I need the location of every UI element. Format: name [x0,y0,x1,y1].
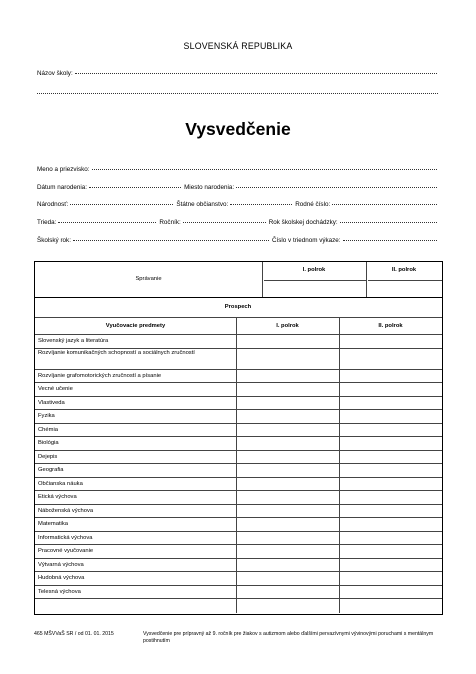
class-label: Trieda: [37,219,57,226]
second-half-grade-cell[interactable] [340,599,441,613]
subject-row [35,478,442,492]
attendance-year-label: Rok školskej dochádzky: [268,219,338,226]
birth-place-label: Miesto narodenia: [184,184,235,191]
second-half-grade-cell[interactable] [340,532,441,546]
school-name-line-2[interactable] [37,93,438,94]
conduct-row [35,262,442,298]
birth-date-line[interactable] [89,187,181,188]
school-name-label: Názov školy: [37,70,73,77]
subject-name: Biológia [38,440,59,446]
birth-row [37,184,440,191]
second-half-grade-cell[interactable] [340,478,441,492]
subject-name: Slovenský jazyk a literatúra [38,338,109,344]
subject-name: Geografia [38,467,64,473]
year-label: Ročník: [159,219,181,226]
subject-name: Informatická výchova [38,534,93,541]
second-half-grade-cell[interactable] [340,505,441,519]
achievement-row [35,298,442,318]
first-half-grade-cell[interactable] [237,383,338,397]
second-half-grade-cell[interactable] [340,335,441,349]
subject-row [35,397,442,411]
subjects-header: Vyučovacie predmety [105,323,166,329]
subject-name: Dejepis [38,453,58,460]
first-half-grade-cell[interactable] [237,410,338,424]
document-title: Vysvedčenie [185,119,291,139]
subject-row [35,599,442,613]
subject-name: Fyzika [38,413,55,419]
name-field[interactable] [37,166,440,173]
first-half-grade-cell[interactable] [237,349,338,370]
second-half-grade-cell[interactable] [340,410,441,424]
year-line[interactable] [183,222,266,223]
second-half-grade-cell[interactable] [340,572,441,586]
first-half-grade-cell[interactable] [237,599,338,613]
conduct-label: Správanie [135,276,162,282]
achievement-label: Prospech [224,304,252,310]
subject-name: Matematika [38,521,68,527]
subject-row [35,532,442,546]
subject-row [35,545,442,559]
first-half-grade-cell[interactable] [237,505,338,519]
first-half-grade-cell[interactable] [237,545,338,559]
second-half-grade-cell[interactable] [340,349,441,370]
first-half-grade-cell[interactable] [237,397,338,411]
first-half-grade-cell[interactable] [237,532,338,546]
first-half-grade-cell[interactable] [237,451,338,465]
subject-name: Rozvíjanie grafomotorických zručností a písanie [38,372,162,379]
subject-row [35,335,442,349]
subject-row [35,370,442,384]
subject-name: Chémia [38,426,58,433]
conduct-second-half-grade[interactable] [368,281,441,297]
subject-name: Rozvíjanie komunikačných schopností a sociálnych zručností [38,349,195,356]
subject-row [35,572,442,586]
subject-row [35,586,442,600]
subjects-first-half-header: I. polrok [276,323,299,329]
school-year-row [37,237,440,244]
subject-row [35,451,442,465]
country-heading: SLOVENSKÁ REPUBLIKA [183,41,293,51]
register-number-label: Číslo v triednom výkaze: [271,237,341,244]
school-year-line[interactable] [73,240,269,241]
birth-number-label: Rodné číslo: [295,201,331,208]
subject-name: Náboženská výchova [38,507,94,514]
second-half-grade-cell[interactable] [340,383,441,397]
first-half-grade-cell[interactable] [237,518,338,532]
name-line[interactable] [92,169,438,170]
second-half-grade-cell[interactable] [340,437,441,451]
first-half-grade-cell[interactable] [237,586,338,600]
attendance-year-line[interactable] [340,222,437,223]
name-label: Meno a priezvisko: [37,166,90,173]
register-number-line[interactable] [343,240,437,241]
subject-row [35,518,442,532]
subject-row [35,491,442,505]
first-half-grade-cell[interactable] [237,370,338,384]
subject-name: Pracovné vyučovanie [38,548,94,554]
second-half-grade-cell[interactable] [340,397,441,411]
first-half-grade-cell[interactable] [237,437,338,451]
subject-name: Hudobná výchova [38,575,85,581]
subject-name: Telesná výchova [38,588,81,595]
subject-row [35,349,442,370]
citizenship-line[interactable] [230,204,292,205]
first-half-grade-cell[interactable] [237,464,338,478]
birth-place-line[interactable] [236,187,437,188]
subject-row [35,559,442,573]
nationality-line[interactable] [70,204,173,205]
birth-number-line[interactable] [332,204,437,205]
school-year-label: Školský rok: [37,237,71,244]
form-code: 465 MŠVVaŠ SR / od 01. 01. 2015 [34,631,114,637]
second-half-grade-cell[interactable] [340,451,441,465]
birth-date-label: Dátum narodenia: [37,184,88,191]
grades-table [34,261,443,615]
conduct-first-half-grade[interactable] [264,281,365,297]
first-half-grade-cell[interactable] [237,424,338,438]
subject-row [35,505,442,519]
subject-name: Občianska náuka [38,480,83,487]
school-name-field[interactable] [37,70,440,77]
second-half-grade-cell[interactable] [340,559,441,573]
second-half-grade-cell[interactable] [340,518,441,532]
second-half-grade-cell[interactable] [340,586,441,600]
first-half-grade-cell[interactable] [237,559,338,573]
school-name-line[interactable] [75,73,437,74]
subject-name: Vlastiveda [38,399,65,406]
subject-name: Etická výchova [38,494,77,500]
subject-name: Výtvarná výchova [38,561,84,568]
first-half-grade-cell[interactable] [237,335,338,349]
subjects-header-row [35,318,442,335]
first-half-grade-cell[interactable] [237,478,338,492]
subject-row [35,437,442,451]
second-half-grade-cell[interactable] [340,491,441,505]
identity-row [37,201,440,208]
subject-row [35,464,442,478]
citizenship-label: Štátne občianstvo: [176,201,229,208]
second-half-grade-cell[interactable] [340,464,441,478]
nationality-label: Národnosť: [37,201,69,208]
subject-name: Vecné učenie [38,386,73,392]
subject-row [35,383,442,397]
subject-row [35,410,442,424]
first-half-grade-cell[interactable] [237,491,338,505]
first-half-grade-cell[interactable] [237,572,338,586]
second-half-grade-cell[interactable] [340,545,441,559]
class-row [37,219,440,226]
class-line[interactable] [58,222,156,223]
conduct-second-half-header: II. polrok [391,267,417,273]
subject-row [35,424,442,438]
second-half-grade-cell[interactable] [340,424,441,438]
form-description: Vysvedčenie pre prípravný až 9. ročník pre žiakov s autizmom alebo ďalšími pervazívnymi vývinovými poruchami s mentálnym postihnutím [143,631,434,644]
subjects-second-half-header: II. polrok [378,323,403,329]
second-half-grade-cell[interactable] [340,370,441,384]
conduct-first-half-header: I. polrok [302,267,326,273]
